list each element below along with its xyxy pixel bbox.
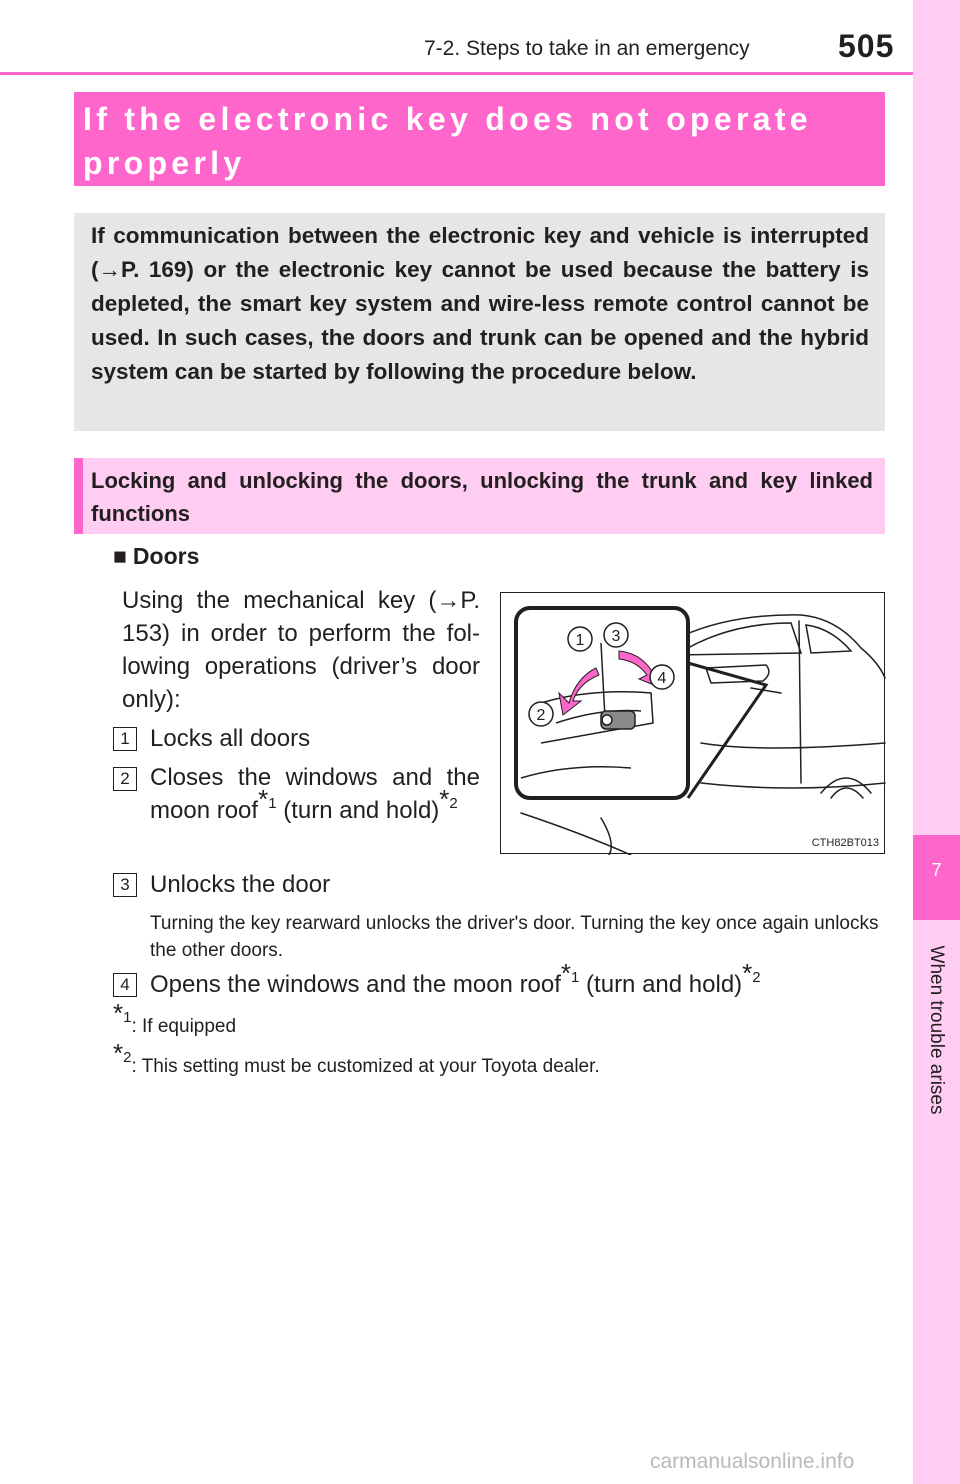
doors-heading: ■ Doors [113,543,200,569]
section-title: 7-2. Steps to take in an emergency [424,37,750,60]
rear-window [806,625,851,653]
footnote-1: $^{*1}$: If equipped [113,998,237,1037]
callout-label-3: 3 [611,628,621,645]
step-number-1: 1 [113,727,137,751]
door-seam [799,621,801,783]
key-cylinder [602,715,612,725]
step-2-text: Closes the windows and the moon roof$^{*1}$ (turn and hold)$^{*2}$ [150,764,480,824]
subheading: Locking and unlocking the doors, unlocking the trunk and key linked functions [91,468,873,526]
callout-label-4: 4 [657,670,667,687]
doors-description: Using the mechanical key (→P. 153) in order to perform the fol-lowing operations (driver’s door only): [122,587,480,713]
rear-wheel-arch [821,778,871,793]
figure-code: CTH82BT013 [811,837,879,849]
front-wheel-arch [601,818,611,855]
page-title: If the electronic key does not operate properly [83,101,812,181]
magnifier-pointer [688,663,766,798]
intro-text: If communication between the electronic key and vehicle is interrupted (→P. 169) or the electronic key cannot be used because the battery is depleted, the smart key system and wire-less remote control cannot be used. In such cases, the doors and trunk can be opened and the hybrid system can be started by following the procedure below. [91,223,869,384]
header-divider [0,72,913,75]
rear-wheel [831,788,863,798]
car-door-drawing [501,593,886,855]
callout-label-1: 1 [575,632,585,649]
rocker-line [701,783,885,788]
step-3-note: Turning the key rearward unlocks the driver's door. Turning the key once again unlocks the other doors. [150,913,879,961]
step-number-4: 4 [113,973,137,997]
front-window [676,623,801,655]
step-number-2: 2 [113,767,137,791]
door-key-illustration [500,592,885,854]
footnote-2: $^{*2}$: This setting must be customized at your Toyota dealer. [113,1038,600,1077]
step-3-text: Unlocks the door [150,871,331,898]
side-tab [913,0,960,1484]
side-mirror [706,665,769,683]
step-4-text: Opens the windows and the moon roof$^{*1}$ (turn and hold)$^{*2}$ [150,958,761,998]
step-number-3: 3 [113,873,137,897]
door-handle-rear [751,688,781,693]
watermark: carmanualsonline.info [650,1450,855,1473]
page-number: 505 [838,28,895,64]
body-crease [701,743,885,748]
trunk-line [861,648,885,678]
subheading-accent [74,458,83,534]
step-1-text: Locks all doors [150,725,311,752]
front-bumper-line [521,813,631,855]
callout-label-2: 2 [536,707,546,724]
square-bullet-icon: ■ [113,543,127,569]
chapter-number: 7 [913,835,960,920]
